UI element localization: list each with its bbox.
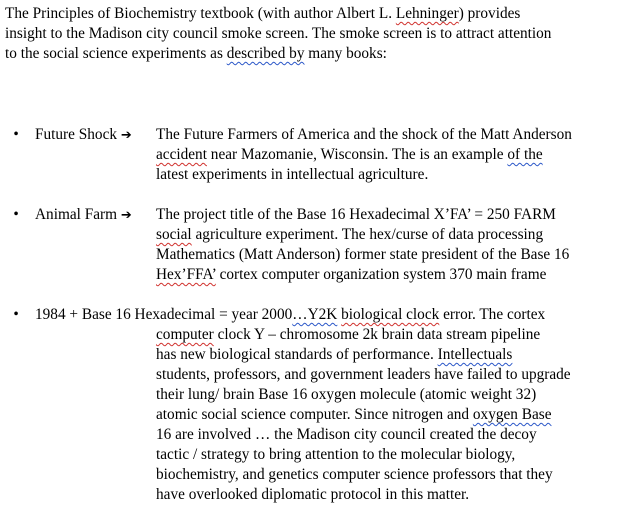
body-text: near Mazomanie, Wisconsin. The is an example xyxy=(206,146,508,163)
body-text: has new biological standards of performance. xyxy=(156,346,438,363)
bullet-heading xyxy=(35,205,132,226)
body-line xyxy=(156,325,636,345)
arrow-right-icon: ➔ xyxy=(120,128,132,143)
intro-text: The Principles of Biochemistry textbook (with author Albert L. xyxy=(5,5,396,22)
grammar-flag[interactable]: Intellectuals xyxy=(437,346,513,363)
body-text: cortex computer organization system 370 main frame xyxy=(215,266,547,283)
body-line: students, professors, and government leaders have failed to upgrade xyxy=(156,366,571,383)
misspelled-word[interactable]: social xyxy=(156,226,192,243)
intro-line-1 xyxy=(5,4,635,24)
body-text: agriculture experiment. The hex/curse of data processing xyxy=(191,226,544,243)
bullet-heading xyxy=(35,125,132,146)
body-text: clock Y – chromosome 2k brain data stream pipeline xyxy=(213,326,541,343)
intro-line-3 xyxy=(5,44,635,64)
bullet-marker: • xyxy=(13,126,19,143)
arrow-right-icon: ➔ xyxy=(120,208,132,223)
grammar-flag[interactable]: described by xyxy=(226,45,305,62)
bullet-marker: • xyxy=(13,306,19,323)
body-line xyxy=(156,405,636,425)
document-body xyxy=(5,4,635,503)
body-line: have overlooked diplomatic protocol in this matter. xyxy=(156,486,470,503)
body-line xyxy=(156,225,636,245)
body-text: atomic social science computer. Since nitrogen and xyxy=(156,406,473,423)
body-line xyxy=(156,265,636,285)
grammar-flag[interactable]: of the xyxy=(507,146,543,163)
misspelled-word[interactable]: Lehninger xyxy=(395,5,459,22)
intro-text: ) provides xyxy=(458,5,521,22)
bullet-heading xyxy=(35,305,545,325)
bullet-body xyxy=(156,125,636,185)
intro-text: to the social science experiments as xyxy=(5,45,227,62)
bullet-marker: • xyxy=(13,206,19,223)
misspelled-word[interactable]: biological clock xyxy=(341,306,440,323)
body-line: Mathematics (Matt Anderson) former state president of the Base 16 xyxy=(156,246,570,263)
grammar-flag[interactable]: oxygen Base xyxy=(472,406,552,423)
bullet-body xyxy=(156,205,636,285)
bullet-heading-text: 1984 + Base 16 Hexadecimal = year 2000 xyxy=(35,306,293,323)
body-line: The project title of the Base 16 Hexadecimal X’FA’ = 250 FARM xyxy=(156,206,556,223)
intro-text: many books: xyxy=(304,45,387,62)
body-line: latest experiments in intellectual agriculture. xyxy=(156,166,429,183)
misspelled-word[interactable]: computer xyxy=(156,326,214,343)
body-line: biochemistry, and genetics computer science professors that they xyxy=(156,466,553,483)
body-line: tactic / strategy to bring attention to the molecular biology, xyxy=(156,446,516,463)
misspelled-word[interactable]: Hex’FFA’ xyxy=(156,266,216,283)
intro-paragraph xyxy=(5,4,635,64)
bullet-body xyxy=(156,325,636,505)
body-line xyxy=(156,145,636,165)
body-line: The Future Farmers of America and the shock of the Matt Anderson xyxy=(156,126,572,143)
body-line: 16 are involved … the Madison city council created the decoy xyxy=(156,426,537,443)
bullet-heading-text: Future Shock xyxy=(35,126,118,143)
misspelled-word[interactable]: accident xyxy=(156,146,207,163)
body-text: error. The cortex xyxy=(439,306,546,323)
bullet-heading-text: Animal Farm xyxy=(35,206,117,223)
grammar-flag[interactable]: …Y2K xyxy=(292,306,338,323)
intro-line-2: insight to the Madison city council smoke screen. The smoke screen is to attract attention xyxy=(5,25,552,42)
body-line xyxy=(156,345,636,365)
body-line: their lung/ brain Base 16 oxygen molecule (atomic weight 32) xyxy=(156,386,537,403)
